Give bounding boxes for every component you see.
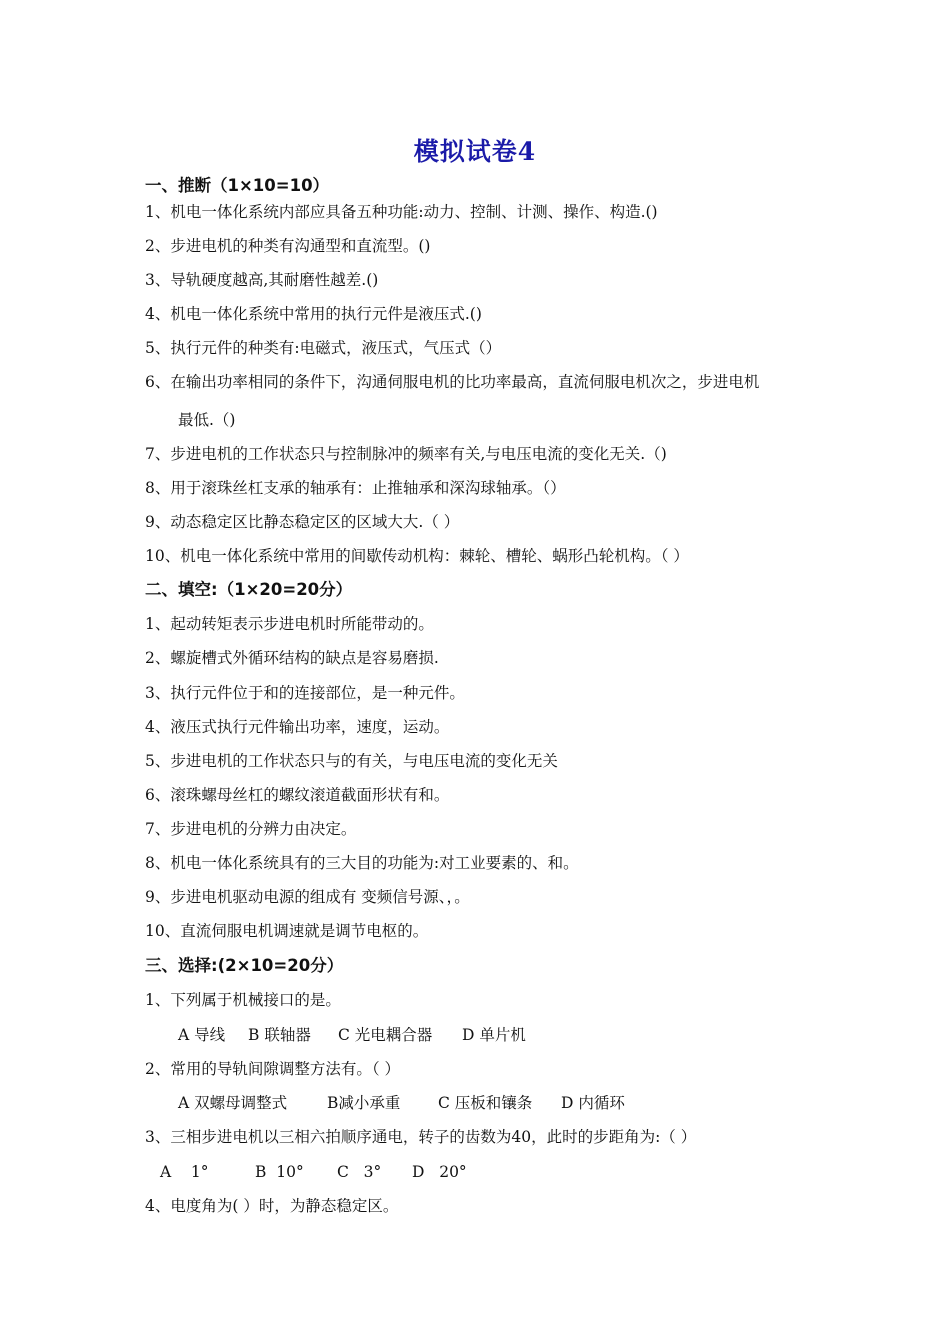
option-c: C 压板和镶条 xyxy=(438,1094,533,1112)
choice-options-2 xyxy=(178,1093,625,1113)
judge-item-5: 5、执行元件的种类有:电磁式，液压式，气压式（） xyxy=(145,339,502,357)
judge-item-2: 2、步进电机的种类有沟通型和直流型。() xyxy=(145,237,431,255)
fill-item-4: 4、液压式执行元件输出功率，速度，运动。 xyxy=(145,718,450,736)
judge-item-4: 4、机电一体化系统中常用的执行元件是液压式.() xyxy=(145,305,482,323)
choice-question-2: 2、常用的导轨间隙调整方法有。（ ） xyxy=(145,1060,401,1078)
judge-item-6-continued: 最低.（) xyxy=(178,411,236,429)
judge-item-6: 6、在输出功率相同的条件下，沟通伺服电机的比功率最高，直流伺服电机次之，步进电机 xyxy=(145,373,760,391)
fill-item-9: 9、步进电机驱动电源的组成有 变频信号源、，。 xyxy=(145,888,470,906)
judge-item-8: 8、用于滚珠丝杠支承的轴承有：止推轴承和深沟球轴承。（） xyxy=(145,479,566,497)
option-a: A 双螺母调整式 xyxy=(178,1094,288,1112)
choice-options-3 xyxy=(160,1162,467,1182)
judge-item-7: 7、步进电机的工作状态只与控制脉冲的频率有关,与电压电流的变化无关.（) xyxy=(145,445,667,463)
option-b: B 联轴器 xyxy=(248,1026,311,1044)
fill-item-6: 6、滚珠螺母丝杠的螺纹滚道截面形状有和。 xyxy=(145,786,450,804)
section-heading-judge: 一、推断（1×10=10） xyxy=(145,176,330,195)
fill-item-3: 3、执行元件位于和的连接部位，是一种元件。 xyxy=(145,684,465,702)
choice-options-1 xyxy=(178,1025,526,1045)
option-d: D 单片机 xyxy=(462,1026,526,1044)
judge-item-1: 1、机电一体化系统内部应具备五种功能:动力、控制、计测、操作、构造.() xyxy=(145,203,658,221)
option-a: A 导线 xyxy=(178,1026,226,1044)
judge-item-10: 10、机电一体化系统中常用的间歇传动机构：棘轮、槽轮、蜗形凸轮机构。（ ） xyxy=(145,547,689,565)
fill-item-2: 2、螺旋槽式外循环结构的缺点是容易磨损. xyxy=(145,649,439,667)
fill-item-7: 7、步进电机的分辨力由决定。 xyxy=(145,820,357,838)
fill-item-10: 10、直流伺服电机调速就是调节电枢的。 xyxy=(145,922,429,940)
option-b: B减小承重 xyxy=(327,1094,401,1112)
judge-item-9: 9、动态稳定区比静态稳定区的区域大大.（ ） xyxy=(145,513,460,531)
section-heading-choice: 三、选择:(2×10=20分） xyxy=(145,956,344,975)
choice-question-1: 1、下列属于机械接口的是。 xyxy=(145,991,341,1009)
fill-item-1: 1、起动转矩表示步进电机时所能带动的。 xyxy=(145,615,434,633)
option-c: C 3° xyxy=(337,1163,382,1181)
fill-item-5: 5、步进电机的工作状态只与的有关，与电压电流的变化无关 xyxy=(145,752,558,770)
choice-question-3: 3、三相步进电机以三相六拍顺序通电，转子的齿数为40，此时的步距角为:（ ） xyxy=(145,1128,697,1146)
option-d: D 20° xyxy=(412,1163,467,1181)
fill-item-8: 8、机电一体化系统具有的三大目的功能为:对工业要素的、和。 xyxy=(145,854,579,872)
option-b: B 10° xyxy=(255,1163,304,1181)
section-heading-fill: 二、填空:（1×20=20分） xyxy=(145,580,353,599)
judge-item-3: 3、导轨硬度越高,其耐磨性越差.() xyxy=(145,271,379,289)
option-c: C 光电耦合器 xyxy=(338,1026,433,1044)
option-a: A 1° xyxy=(160,1163,209,1181)
choice-question-4: 4、电度角为( ）时，为静态稳定区。 xyxy=(145,1197,399,1215)
option-d: D 内循环 xyxy=(561,1094,625,1112)
page-title: 模拟试卷4 xyxy=(413,137,537,166)
